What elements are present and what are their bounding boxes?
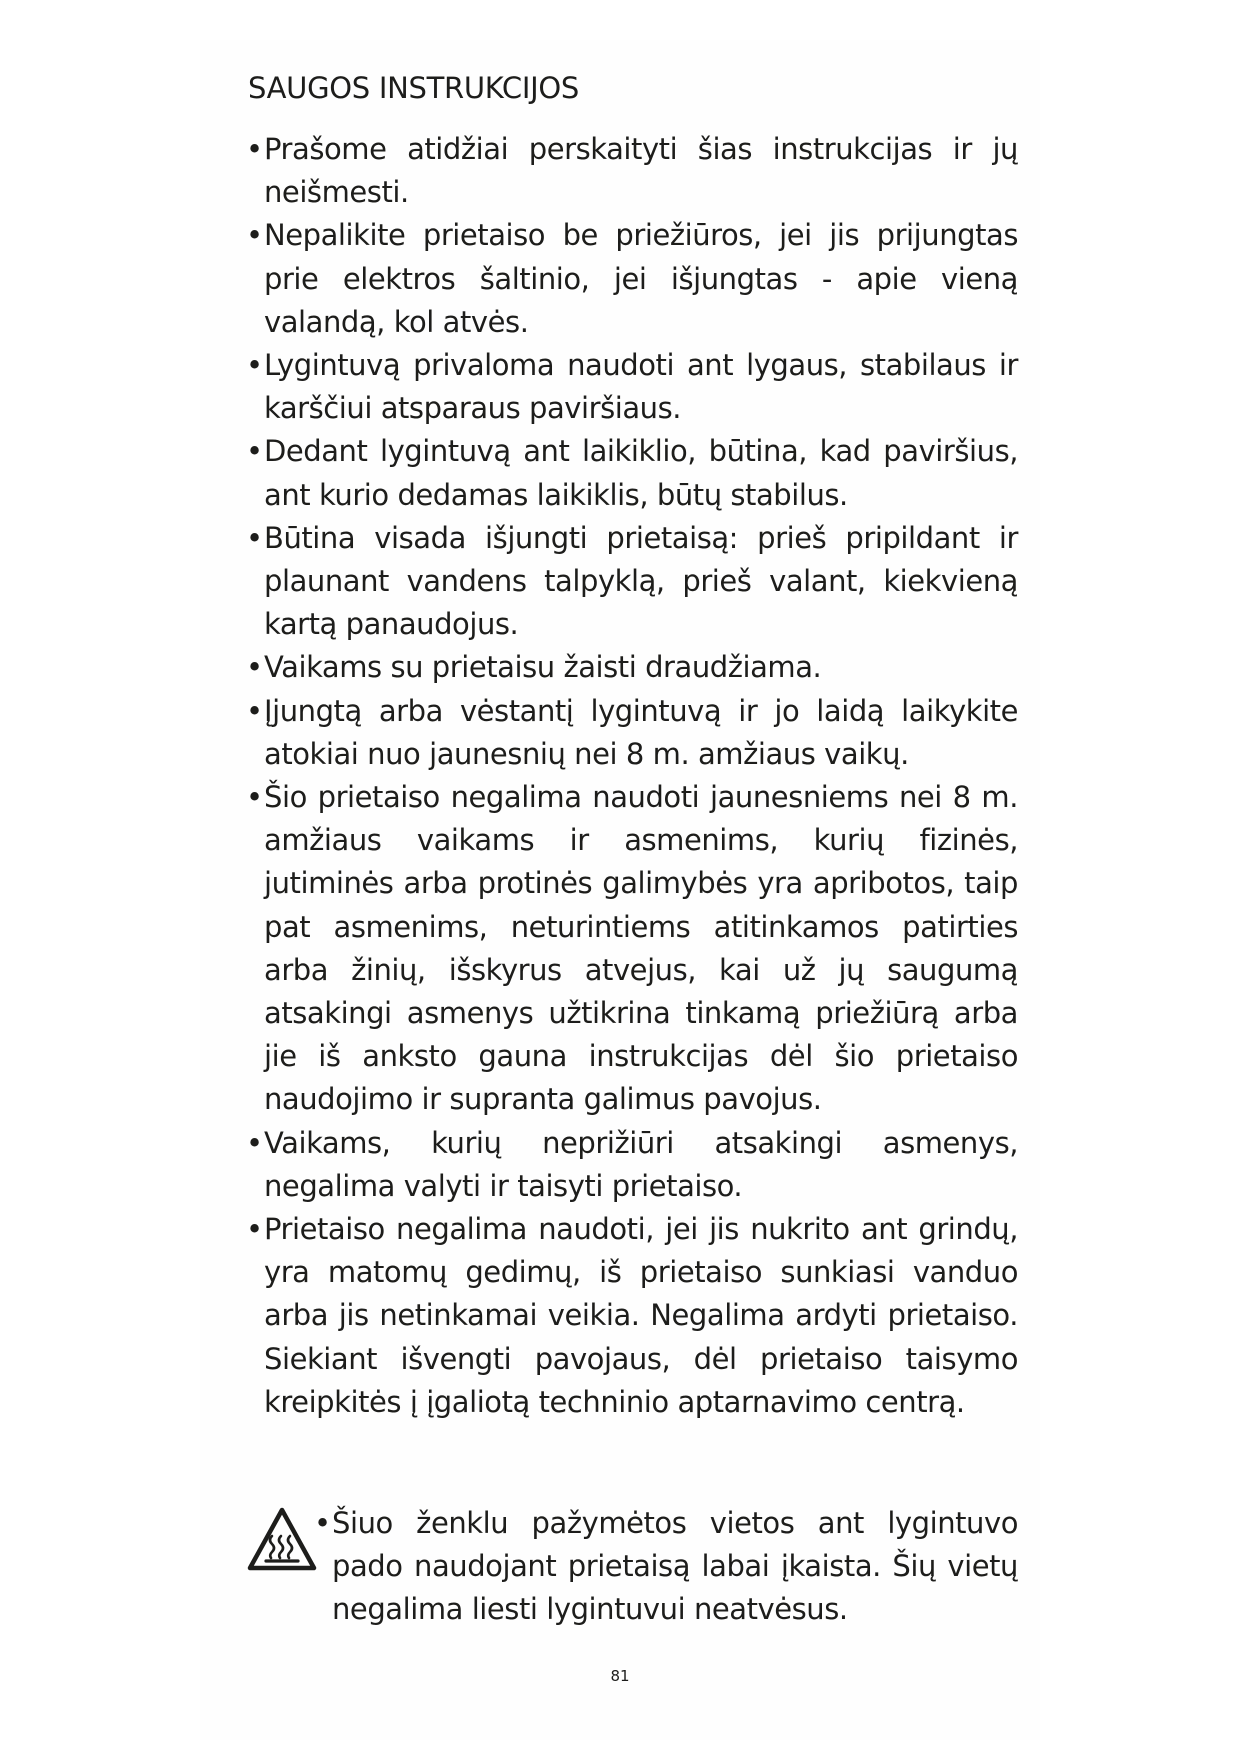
list-item: • Vaikams, kurių neprižiūri atsakingi asmenys, negalima valyti ir taisyti prietaiso. <box>246 1122 1018 1208</box>
page-number: 81 <box>610 1667 630 1685</box>
warning-text: • Šiuo ženklu pažymėtos vietos ant lygintuvo pado naudojant prietaisą labai įkaista. Šių vietų negalima liesti lygintuvui neatvėsus. <box>314 1502 1018 1632</box>
list-item: • Įjungtą arba vėstantį lygintuvą ir jo laidą laikykite atokiai nuo jaunesnių nei 8 m. amžiaus vaikų. <box>246 690 1018 776</box>
list-item: • Prietaiso negalima naudoti, jei jis nukrito ant grindų, yra matomų gedimų, iš prietaiso sunkiasi vanduo arba jis netinkamai veikia. Negalima ardyti prietaiso. Siekiant išvengti pavojaus, dėl prietaiso taisymo kreipkitės į įgaliotą techninio aptarnavimo centrą. <box>246 1208 1018 1424</box>
list-item: • Būtina visada išjungti prietaisą: prieš pripildant ir plaunant vandens talpyklą, prieš valant, kiekvieną kartą panaudojus. <box>246 517 1018 647</box>
safety-instructions-list <box>246 128 1018 1424</box>
list-item: • Dedant lygintuvą ant laikiklio, būtina, kad paviršius, ant kurio dedamas laikiklis, būtų stabilus. <box>246 430 1018 516</box>
list-item: • Vaikams su prietaisu žaisti draudžiama. <box>246 646 1018 689</box>
list-item: • Lygintuvą privaloma naudoti ant lygaus, stabilaus ir karščiui atsparaus paviršiaus. <box>246 344 1018 430</box>
hot-surface-warning <box>246 1502 1018 1642</box>
list-item: • Prašome atidžiai perskaityti šias instrukcijas ir jų neišmesti. <box>246 128 1018 214</box>
page-title: SAUGOS INSTRUKCIJOS <box>248 71 580 105</box>
hot-surface-warning-icon <box>246 1506 318 1574</box>
list-item: • Šio prietaiso negalima naudoti jaunesniems nei 8 m. amžiaus vaikams ir asmenims, kurių fizinės, jutiminės arba protinės galimybės yra apribotos, taip pat asmenims, neturintiems atitinkamos patirties arba žinių, išskyrus atvejus, kai už jų saugumą atsakingi asmenys užtikrina tinkamą priežiūrą arba jie iš anksto gauna instrukcijas dėl šio prietaiso naudojimo ir supranta galimus pavojus. <box>246 776 1018 1122</box>
list-item: • Nepalikite prietaiso be priežiūros, jei jis prijungtas prie elektros šaltinio, jei išjungtas - apie vieną valandą, kol atvės. <box>246 214 1018 344</box>
